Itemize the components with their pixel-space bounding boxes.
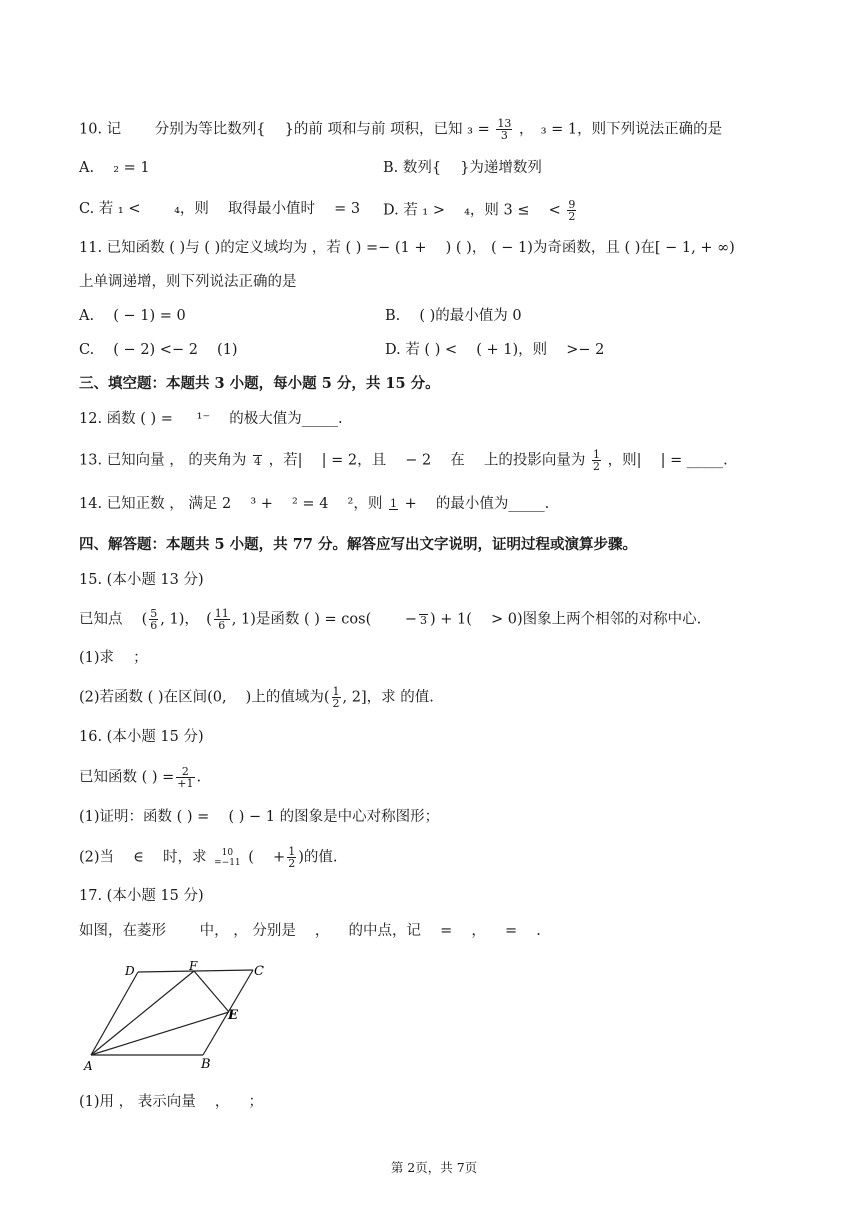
q10-option-d — [383, 199, 578, 222]
q10-frac-num: 13 — [497, 117, 512, 130]
q15-sub1-text: (1)求 ； — [79, 650, 148, 666]
page-footer — [0, 1158, 868, 1176]
q16-sum-limits — [213, 848, 242, 868]
q17-heading — [79, 886, 204, 906]
q11-option-c-text: C. ( − 2) <− 2 (1) — [79, 342, 238, 358]
q17-sub1-text: (1)用 ， 表示向量 ， ； — [79, 1094, 263, 1110]
q11-stem-line1 — [79, 238, 735, 258]
q16-stem — [79, 766, 201, 789]
q10-frac-den: 3 — [500, 129, 508, 142]
q16-sub1 — [79, 807, 439, 827]
q15-sub2-b: , 2]，求 的值. — [342, 689, 434, 706]
q16-sub2-num: 1 — [288, 845, 296, 858]
q10-stem-s3: ₃ = — [467, 121, 490, 138]
q13-angle-fraction — [253, 455, 262, 467]
q15-stem — [79, 608, 701, 631]
q16-sum-top: 10 — [221, 847, 234, 858]
q14-frac-num: 1 — [389, 497, 397, 510]
q13-text-b: ，若| | = 2，且 − 2 在 上的投影向量为 — [268, 452, 586, 469]
q10-option-b-text: B. 数列{ }为递增数列 — [383, 160, 542, 176]
segment-EF — [194, 971, 229, 1012]
q15-heading-text: 15. (本小题 13 分) — [79, 572, 204, 588]
q11-option-a-text: A. ( − 1) = 0 — [79, 308, 186, 324]
q15-p3-fraction — [419, 614, 428, 626]
label-A: A — [84, 1059, 93, 1073]
q15-sub2-den: 2 — [332, 697, 340, 710]
q13-proj-fraction — [592, 449, 601, 472]
q16-f-num: 2 — [176, 766, 194, 778]
q16-sub2-b: ( + — [248, 849, 286, 866]
page-number: 第 2页，共 7页 — [390, 1160, 478, 1175]
q14-text-b: + 的最小值为_____. — [404, 496, 550, 512]
q15-sub1 — [79, 648, 148, 668]
q10-option-d-den: 2 — [568, 210, 576, 223]
q11-stem-text-1: 11. 已知函数 ( )与 ( )的定义域均为 ，若 ( ) =− (1 + ) ( )， ( − 1)为奇函数，且 ( )在[ − 1, + ∞) — [79, 240, 735, 256]
q16-sub2-den: 2 — [288, 857, 296, 870]
q10-option-a-text: A. ₂ = 1 — [79, 160, 150, 176]
q11-option-b — [385, 306, 522, 326]
q13-text-c: ，则| | = _____. — [607, 452, 728, 469]
section-4-text: 四、解答题：本题共 5 小题，共 77 分。解答应写出文字说明，证明过程或演算步骤。 — [79, 536, 637, 553]
label-B: B — [201, 1057, 211, 1072]
q10-stem — [79, 118, 722, 141]
q10-option-d-num: 9 — [568, 198, 576, 211]
q15-stem-c: , 1)是函数 ( ) = cos( − — [231, 611, 418, 628]
q15-p2-fraction — [214, 608, 230, 631]
rhombus-diagram — [80, 958, 280, 1078]
q10-stem-text: 10. 记 分别为等比数列{ }的前 项和与前 项积，已知 — [79, 121, 463, 138]
q15-sub2 — [79, 686, 434, 709]
q10-option-a — [79, 158, 150, 178]
q15-sub2-fraction — [332, 686, 341, 709]
q16-f-fraction — [176, 766, 194, 789]
q16-sub2 — [79, 846, 337, 869]
q15-sub2-a: (2)若函数 ( )在区间(0, )上的值域为( — [79, 689, 330, 706]
section-3-text: 三、填空题：本题共 3 小题，每小题 5 分，共 15 分。 — [79, 375, 440, 392]
q11-stem-text-2: 上单调递增，则下列说法正确的是 — [79, 274, 297, 290]
q15-p1-fraction — [149, 608, 158, 631]
q10-option-b — [383, 158, 542, 178]
q17-heading-text: 17. (本小题 15 分) — [79, 888, 204, 904]
q11-option-a — [79, 306, 186, 326]
label-E: E — [228, 1008, 238, 1023]
q11-option-d-text: D. 若 ( ) < ( + 1)，则 >− 2 — [385, 342, 605, 358]
q11-option-d — [385, 340, 604, 360]
label-F: F — [189, 959, 198, 973]
q16-sub1-text: (1)证明：函数 ( ) = ( ) − 1 的图象是中心对称图形； — [79, 809, 440, 825]
q15-p1-num: 5 — [150, 607, 158, 620]
q17-stem — [79, 921, 541, 941]
q10-option-d-fraction — [567, 199, 576, 222]
q16-heading-text: 16. (本小题 15 分) — [79, 729, 204, 745]
q15-sub2-num: 1 — [332, 685, 340, 698]
section-4-heading — [79, 535, 637, 555]
q12 — [79, 409, 343, 429]
q16-f-den: +1 — [177, 777, 194, 790]
q11-option-b-text: B. ( )的最小值为 0 — [385, 308, 522, 324]
q15-p1-den: 6 — [150, 619, 158, 632]
q16-sum-bottom: =−11 — [214, 857, 241, 868]
q11-stem-line2 — [79, 272, 297, 292]
q10-option-d-text: D. 若 ₁ > ₄，则 3 ≤ < — [383, 202, 561, 219]
q13-proj-num: 1 — [593, 448, 601, 461]
q14-text-a: 14. 已知正数 ， 满足 2 ³ + ² = 4 ²，则 — [79, 496, 383, 512]
q15-p3-den: 3 — [420, 613, 428, 627]
q10-fraction — [496, 118, 512, 141]
q17-stem-text: 如图，在菱形 中， ， 分别是 ， 的中点，记 = ， = . — [79, 923, 541, 939]
q16-sub2-fraction — [287, 846, 296, 869]
q16-sub2-c: )的值. — [298, 849, 338, 866]
label-D: D — [125, 964, 135, 978]
q15-stem-a: 已知点 ( — [79, 611, 148, 628]
q15-p2-num: 11 — [214, 607, 229, 620]
q11-option-c — [79, 340, 238, 360]
q13-text-a: 13. 已知向量 ， 的夹角为 — [79, 452, 247, 469]
q10-stem-rest: ， ₃ = 1，则下列说法正确的是 — [518, 121, 723, 138]
q16-stem-b: . — [196, 769, 202, 786]
q14-fraction — [389, 498, 398, 510]
q12-text: 12. 函数 ( ) = ¹⁻ 的极大值为_____. — [79, 411, 343, 427]
q13-proj-den: 2 — [593, 460, 601, 473]
q13-angle-den: 4 — [254, 454, 261, 468]
segment-AF — [91, 971, 194, 1055]
q16-heading — [79, 727, 204, 747]
q10-option-c — [79, 199, 360, 219]
q15-p2-den: 6 — [218, 619, 226, 632]
q16-sub2-a: (2)当 ∈ 时，求 — [79, 849, 207, 866]
q17-sub1 — [79, 1092, 263, 1112]
q15-heading — [79, 570, 204, 590]
label-C: C — [254, 964, 264, 979]
q13 — [79, 449, 728, 472]
q10-option-c-text: C. 若 ₁ < ₄，则 取得最小值时 = 3 — [79, 201, 361, 217]
q14 — [79, 494, 549, 514]
q16-stem-a: 已知函数 ( ) = — [79, 769, 175, 786]
q15-stem-b: , 1)， ( — [160, 611, 212, 628]
section-3-heading — [79, 374, 440, 394]
q15-stem-d: ) + 1( > 0)图象上两个相邻的对称中心. — [430, 611, 702, 628]
